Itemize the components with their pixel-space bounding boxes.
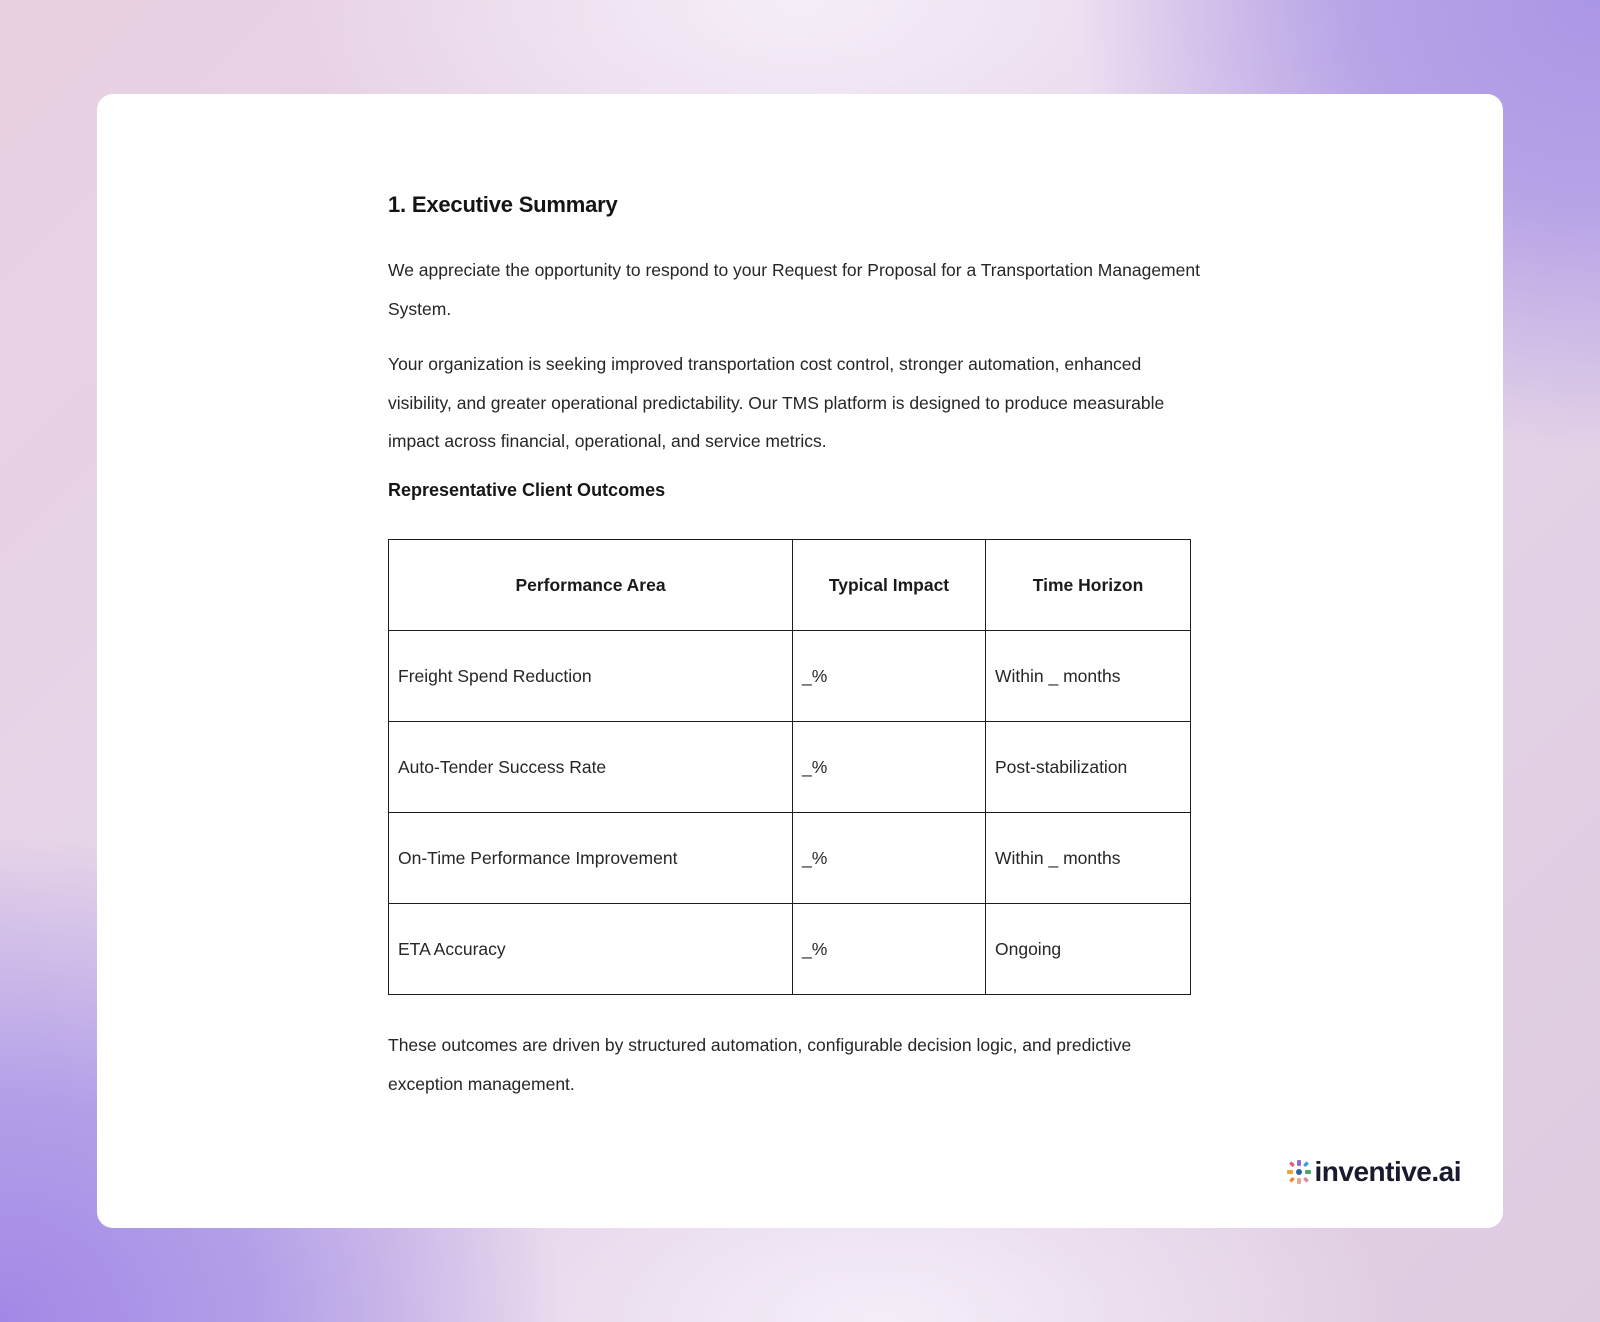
table-row	[389, 813, 1191, 904]
inventive-burst-logo-icon	[1286, 1159, 1312, 1185]
brand-logo-text: inventive.ai	[1314, 1156, 1461, 1187]
header-time-horizon: Time Horizon	[986, 540, 1191, 631]
section-heading: 1. Executive Summary	[388, 192, 618, 217]
closing-paragraph: These outcomes are driven by structured automation, configurable decision logic, and predictive exception management.	[388, 1035, 1132, 1094]
needs-paragraph: Your organization is seeking improved transportation cost control, stronger automation, enhanced visibility, and greater operational predictability. Our TMS platform is designed to produce measurable impact across financial, operational, and service metrics.	[388, 354, 1165, 451]
cell-performance-area: Auto-Tender Success Rate	[389, 722, 793, 813]
brand-logo	[1286, 1158, 1461, 1186]
cell-typical-impact: _%	[793, 722, 986, 813]
cell-time-horizon: Ongoing	[986, 904, 1191, 995]
document-card	[97, 94, 1503, 1228]
header-typical-impact: Typical Impact	[793, 540, 986, 631]
cell-performance-area: Freight Spend Reduction	[389, 631, 793, 722]
cell-performance-area: ETA Accuracy	[389, 904, 793, 995]
cell-typical-impact: _%	[793, 631, 986, 722]
table-header-row	[389, 540, 1191, 631]
cell-typical-impact: _%	[793, 813, 986, 904]
cell-typical-impact: _%	[793, 904, 986, 995]
header-performance-area: Performance Area	[389, 540, 793, 631]
outcomes-subheading: Representative Client Outcomes	[388, 480, 666, 500]
cell-time-horizon: Post-stabilization	[986, 722, 1191, 813]
table-row	[389, 904, 1191, 995]
table-row	[389, 631, 1191, 722]
cell-time-horizon: Within _ months	[986, 813, 1191, 904]
cell-performance-area: On-Time Performance Improvement	[389, 813, 793, 904]
outcomes-table	[388, 539, 1191, 995]
cell-time-horizon: Within _ months	[986, 631, 1191, 722]
table-row	[389, 722, 1191, 813]
intro-paragraph: We appreciate the opportunity to respond to your Request for Proposal for a Transportation Management System.	[388, 260, 1200, 319]
